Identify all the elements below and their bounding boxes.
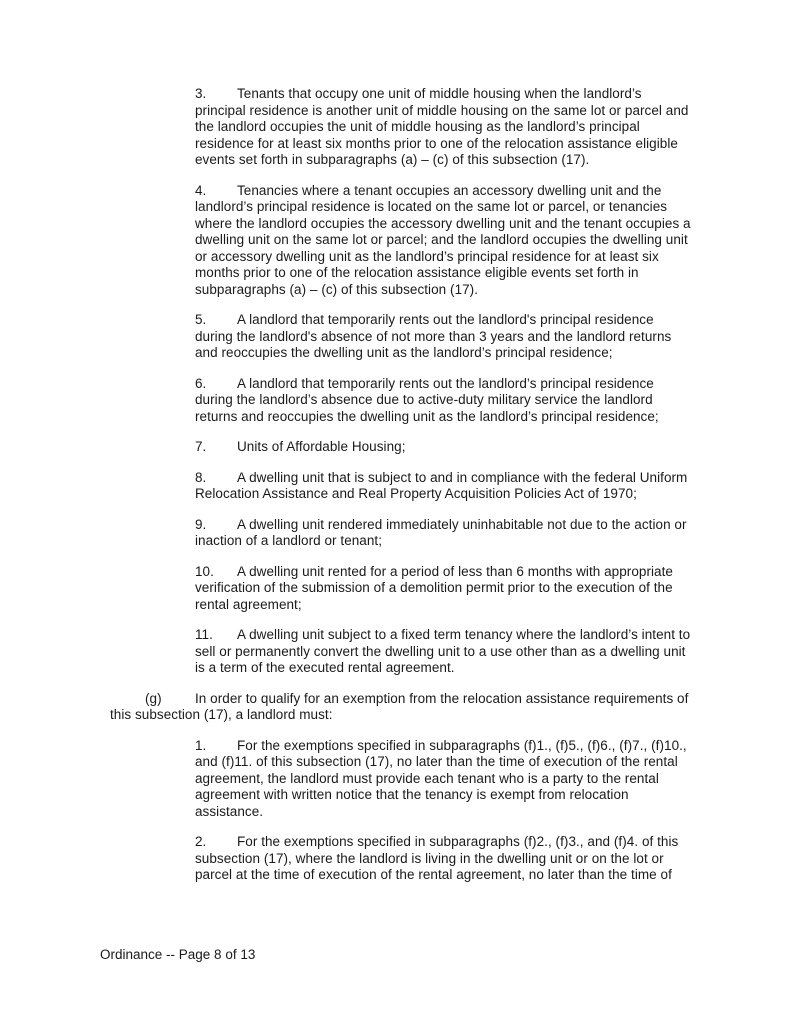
ordinance-item-3: [195, 86, 692, 169]
item-number: 8.: [195, 469, 207, 485]
ordinance-item-6: [195, 376, 692, 426]
item-number: 7.: [195, 439, 207, 454]
page-footer: Ordinance -- Page 8 of 13: [100, 947, 256, 962]
item-text: For the exemptions specified in subparagraphs (f)2., (f)3., and (f)4. of this subsection (17), where the landlord is living in the dwelling unit or on the lot or parcel at the time of execution of the rental agreement, no later than the time of: [195, 834, 679, 882]
item-text: Tenancies where a tenant occupies an accessory dwelling unit and the landlord’s principal residence is located on the same lot or parcel, or tenancies where the landlord occupies the accessory dwelling unit and the tenant occupies a dwelling unit on the same lot or parcel; and the landlord occupies the dwelling unit or accessory dwelling unit as the landlord’s principal residence for at least six months prior to one of the relocation assistance eligible events set forth in subparagraphs (a) – (c) of this subsection (17).: [195, 182, 691, 297]
ordinance-paragraph-g: [110, 691, 692, 724]
paragraph-label: (g): [145, 690, 162, 706]
item-number: 1.: [195, 737, 207, 753]
item-number: 11.: [195, 627, 213, 642]
item-number: 5.: [195, 312, 207, 327]
item-text: Tenants that occupy one unit of middle housing when the landlord’s principal residence is another unit of middle housing on the same lot or parcel and the landlord occupies the unit of middle housing as the landlord’s principal residence for at least six months prior to one of the relocation assistance eligible events set forth in subparagraphs (a) – (c) of this subsection (17).: [195, 86, 689, 167]
item-text: A dwelling unit rented for a period of less than 6 months with appropriate verification of the submission of a demolition permit prior to the execution of the rental agreement;: [195, 563, 673, 612]
item-text: A landlord that temporarily rents out the landlord’s principal residence during the landlord’s absence due to active-duty military service the landlord returns and reoccupies the dwelling unit as the landlord’s principal residence;: [195, 375, 659, 424]
item-number: 4.: [195, 182, 207, 198]
ordinance-item-10: [195, 564, 692, 614]
item-text: A landlord that temporarily rents out the landlord's principal residence during the landlord's absence of not more than 3 years and the landlord returns and reoccupies the dwelling unit as the landlord’s principal residence;: [195, 312, 672, 360]
ordinance-item-8: [195, 470, 692, 503]
ordinance-item-5: [195, 312, 692, 362]
ordinance-item-9: [195, 517, 692, 550]
item-text: A dwelling unit that is subject to and in compliance with the federal Uniform Relocation Assistance and Real Property Acquisition Policies Act of 1970;: [195, 469, 688, 501]
item-number: 10.: [195, 563, 214, 579]
item-number: 6.: [195, 375, 207, 391]
ordinance-subitem-2: [195, 834, 692, 884]
item-text: For the exemptions specified in subparagraphs (f)1., (f)5., (f)6., (f)7., (f)10., and (f)11. of this subsection (17), no later than the time of execution of the rental agreement, the landlord must provide each tenant who is a party to the rental agreement with written notice that the tenancy is exempt from relocation assistance.: [195, 737, 687, 819]
ordinance-item-7: [195, 439, 692, 456]
item-number: 9.: [195, 516, 207, 532]
item-text: A dwelling unit subject to a fixed term tenancy where the landlord’s intent to sell or permanently convert the dwelling unit to a use other than as a dwelling unit is a term of the executed rental agreement.: [195, 627, 691, 675]
item-text: A dwelling unit rendered immediately uninhabitable not due to the action or inaction of a landlord or tenant;: [195, 516, 687, 548]
item-number: 3.: [195, 86, 207, 101]
item-text: Units of Affordable Housing;: [237, 439, 406, 454]
paragraph-text: In order to qualify for an exemption from the relocation assistance requirements of this subsection (17), a landlord must:: [110, 690, 689, 722]
ordinance-subitem-1: [195, 738, 692, 821]
document-body: [110, 86, 692, 898]
item-number: 2.: [195, 834, 207, 849]
ordinance-item-11: [195, 627, 692, 677]
ordinance-item-4: [195, 183, 692, 299]
